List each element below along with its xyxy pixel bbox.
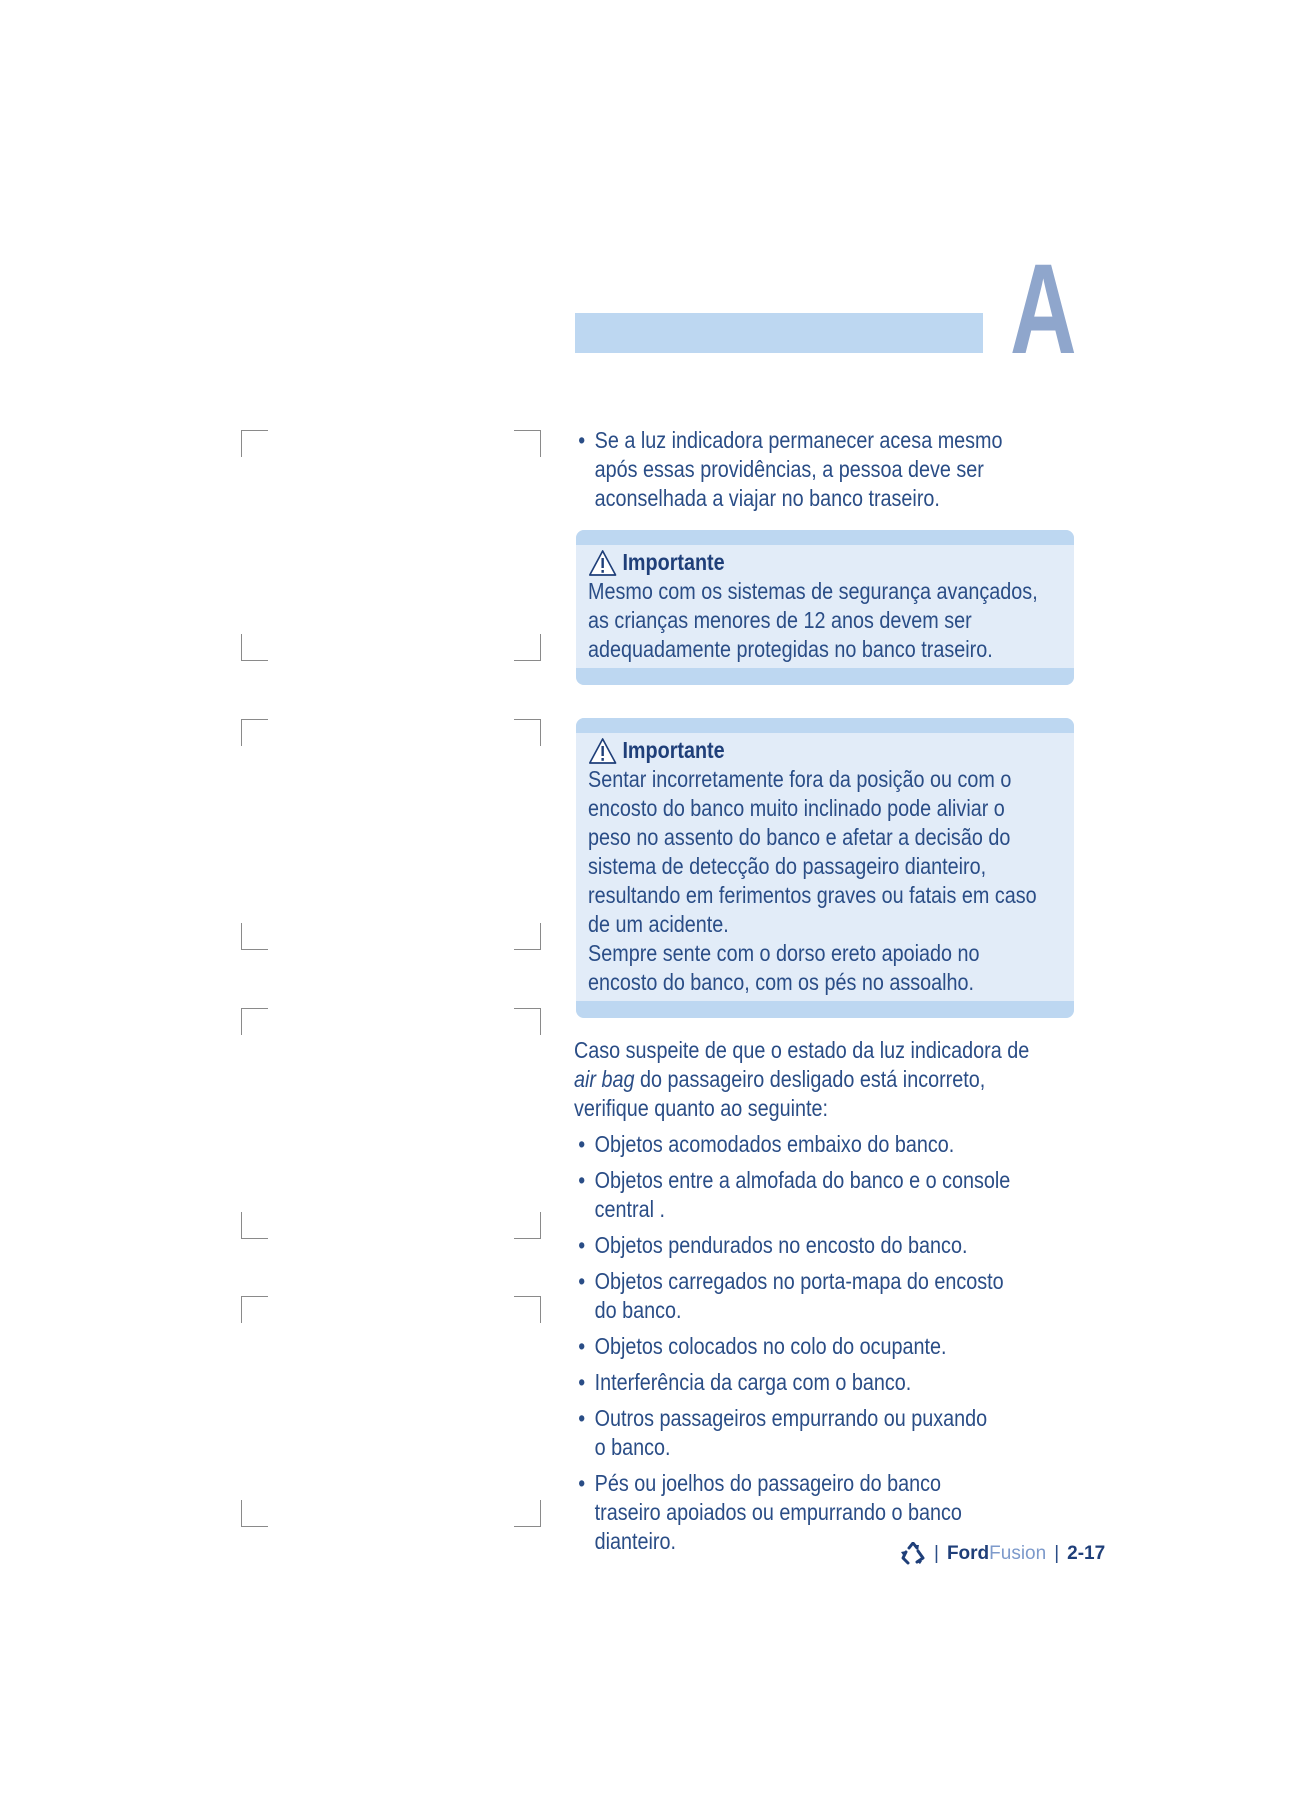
- notice-title: Importante: [622, 549, 725, 575]
- warning-triangle-icon: [588, 549, 617, 577]
- crop-mark: [241, 719, 268, 746]
- important-notice: [576, 530, 1074, 685]
- notice-band-top: [576, 530, 1074, 545]
- footer-brand-ford: Ford: [946, 1543, 990, 1564]
- crop-mark: [241, 923, 268, 950]
- top-bullet-block: [574, 426, 1074, 513]
- section-letter: A: [1010, 238, 1077, 381]
- notice-line: adequadamente protegidas no banco traseiro.: [588, 636, 993, 662]
- list-item: • Pés ou joelhos do passageiro do banco traseiro apoiados ou empurrando o banco dianteiro.: [574, 1469, 1012, 1556]
- crop-mark: [514, 923, 541, 950]
- notice-line: as crianças menores de 12 anos devem ser: [588, 607, 972, 633]
- list-item: • Objetos colocados no colo do ocupante.: [574, 1332, 1075, 1361]
- notice-line: encosto do banco muito inclinado pode aliviar o: [588, 795, 1005, 821]
- notice-title-row: [588, 548, 1074, 577]
- notice-line: de um acidente.: [588, 911, 729, 937]
- notice-line: Sempre sente com o dorso ereto apoiado no: [588, 940, 980, 966]
- important-notice: [576, 718, 1074, 1018]
- page-footer: [900, 1542, 1105, 1566]
- crop-mark: [241, 430, 268, 457]
- intro-paragraph: Caso suspeite de que o estado da luz indicadora de air bag do passageiro desligado está incorreto, verifique quanto ao seguinte:: [574, 1037, 1030, 1121]
- page-number: 2-17: [1067, 1543, 1106, 1564]
- crop-mark: [514, 1212, 541, 1239]
- notice-band-bottom: [576, 668, 1074, 685]
- list-item: • Interferência da carga com o banco.: [574, 1368, 1075, 1397]
- notice-band-top: [576, 718, 1074, 733]
- list-item: • Se a luz indicadora permanecer acesa mesmo após essas providências, a pessoa deve ser aconselhada a viajar no banco traseiro.: [574, 426, 1012, 513]
- crop-mark: [241, 1008, 268, 1035]
- notice-title-row: [588, 736, 1074, 765]
- notice-line: Mesmo com os sistemas de segurança avançados,: [588, 578, 1038, 604]
- footer-brand-fusion: Fusion: [989, 1543, 1047, 1564]
- list-item: • Objetos carregados no porta-mapa do encosto do banco.: [574, 1267, 1025, 1325]
- notice-line: peso no assento do banco e afetar a decisão do: [588, 824, 1011, 850]
- crop-mark: [514, 1008, 541, 1035]
- list-item: • Objetos acomodados embaixo do banco.: [574, 1130, 1075, 1159]
- notice-title: Importante: [622, 737, 725, 763]
- notice-line: sistema de detecção do passageiro dianteiro,: [588, 853, 987, 879]
- recycle-icon: [900, 1542, 926, 1566]
- notice-line: resultando em ferimentos graves ou fatais em caso: [588, 882, 1037, 908]
- crop-mark: [241, 634, 268, 661]
- notice-line: Sentar incorretamente fora da posição ou com o: [588, 766, 1012, 792]
- list-item: • Outros passageiros empurrando ou puxando o banco.: [574, 1404, 999, 1462]
- footer-separator: |: [934, 1543, 939, 1564]
- list-item: • Objetos pendurados no encosto do banco.: [574, 1231, 1075, 1260]
- crop-mark: [241, 1296, 268, 1323]
- crop-mark: [514, 634, 541, 661]
- crop-mark: [514, 430, 541, 457]
- section-header-bar: [575, 313, 983, 353]
- notice-line: encosto do banco, com os pés no assoalho.: [588, 969, 975, 995]
- crop-mark: [241, 1500, 268, 1527]
- intro-italic-term: air bag: [574, 1066, 635, 1092]
- footer-separator: |: [1054, 1543, 1060, 1564]
- crop-mark: [514, 1500, 541, 1527]
- notice-band-bottom: [576, 1001, 1074, 1018]
- checklist-section: [574, 1036, 1074, 1556]
- warning-triangle-icon: [588, 737, 617, 765]
- crop-mark: [514, 719, 541, 746]
- list-item: • Objetos entre a almofada do banco e o console central .: [574, 1166, 1012, 1224]
- crop-mark: [241, 1212, 268, 1239]
- crop-mark: [514, 1296, 541, 1323]
